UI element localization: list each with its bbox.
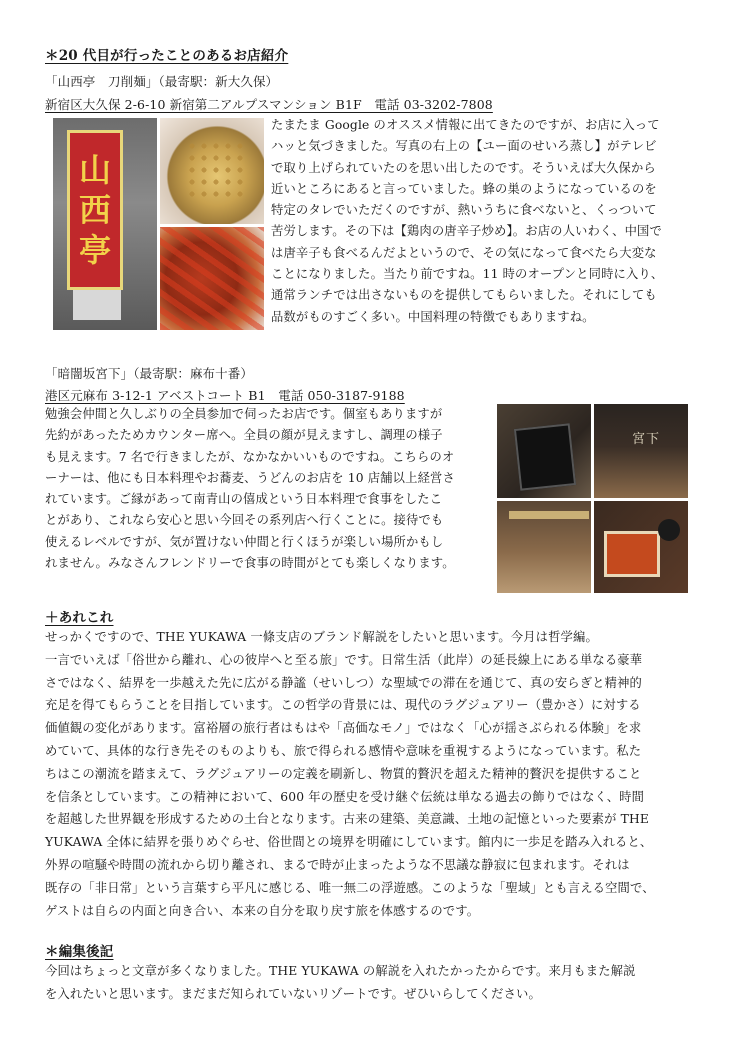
text-line: ことになりました。当たり前ですね。11 時のオープンと同時に入り、 [271, 267, 664, 282]
text-line: れています。ご縁があって南青山の僖成という日本料理で食事をしたこ [45, 492, 443, 507]
signboard [67, 130, 123, 290]
text-line: は唐辛子も食べるんだよというので、その気になって食べたら大変な [271, 245, 657, 260]
text-line: を入れたいと思います。まだまだ知られていないリゾートです。ぜひいらしてください。 [45, 986, 541, 1001]
text-line: 外界の喧騒や時間の流れから切り離され、まるで時が止まったような不思議な静寂に包まれます。それは [45, 857, 630, 872]
restaurant-2-address: 港区元麻布 3-12-1 アベストコート B1 電話 050-3187-9188 [45, 388, 405, 403]
text-line: で取り上げられていたのを思い出したのです。そういえば大久保から [271, 160, 656, 175]
bento-box [604, 531, 660, 577]
entrance-sign-photo [497, 404, 591, 498]
text-line: さではなく、結界を一歩越えた先に広がる静謐（せいしつ）な聖域での滞在を通じて、真の安らぎと精神的 [45, 675, 642, 690]
text-line: 今回はちょっと文章が多くなりました。THE YUKAWA の解説を入れたかったからです。来月もまた解説 [45, 964, 636, 978]
text-line: 勉強会仲間と久しぶりの全員参加で伺ったお店です。個室もありますが [45, 407, 443, 421]
sign-char-2: 西 [78, 191, 111, 229]
soup-bowl [658, 519, 680, 541]
text-line: 先約があったためカウンター席へ。全員の顔が見えますし、調理の様子 [45, 428, 443, 443]
text-line: も見えます。7 名で行きましたが、なかなかいいものですね。こちらのオ [45, 449, 455, 464]
storefront-photo [594, 404, 688, 498]
counter-light [509, 511, 589, 519]
text-line: を超越した世界観を形成するための土台となります。古来の建築、美意識、土地の記憶といった要素が THE [45, 812, 649, 827]
text-line: 充足を得てもらうことを目指しています。この哲学の背景には、現代のラグジュアリー（豊かさ）に対する [45, 698, 641, 713]
text-line: 一言でいえば「俗世から離れ、心の彼岸へと至る旅」です。日常生活（此岸）の延長線上にある単なる豪華 [45, 652, 643, 667]
bento-box-photo [594, 501, 688, 593]
text-line: ゲストは自らの内面と向き合い、本来の自分を取り戻す旅を体感するのです。 [45, 903, 480, 918]
editors-note-text [45, 960, 697, 1006]
text-line: ーナーは、他にも日本料理やお蕎麦、うどんのお店を 10 店舗以上経営さ [45, 470, 455, 485]
text-line: せっかくですので、THE YUKAWA 一條支店のブランド解説をしたいと思います。今月は哲学編。 [45, 630, 598, 644]
honeycomb-pattern [186, 140, 246, 200]
restaurant-1-address: 新宿区大久保 2-6-10 新宿第二アルプスマンション B1F 電話 03-3202-7808 [45, 97, 493, 112]
text-line: 特定のタレでいただくのですが、熱いうちに食べないと、くっついて [271, 203, 657, 218]
section-heading-restaurants: ＊20 代目が行ったことのあるお店紹介 [45, 48, 289, 64]
text-line: 近いところにあると言っていました。蜂の巣のようになっているのを [271, 181, 657, 196]
text-line: めていて、具体的な行き先そのものよりも、旅で得られる感情や意味を重視するようになっています。私た [45, 743, 642, 758]
text-line: 既存の「非日常」という言葉すら平凡に感じる、唯一無二の浮遊感。このような「聖域」とも言える空間で、 [45, 880, 655, 895]
text-line: YUKAWA 全体に結界を張りめぐらせ、俗世間との境界を明確にしています。館内に一歩足を踏み入れると、 [45, 835, 653, 850]
shop-sign-label: 宮下 [632, 432, 661, 447]
section-heading-misc: ＋あれこれ [45, 610, 114, 626]
text-line: 品数がものすごく多い。中国料理の特徴でもありますね。 [271, 309, 595, 324]
text-line: ハッと気づきました。写真の右上の【ユー面のせいろ蒸し】がテレビ [271, 139, 657, 154]
menu-board [514, 423, 576, 491]
text-line: 価値観の変化があります。富裕層の旅行者はもはや「高価なモノ」ではなく「心が揺さぶられる体験」を求 [45, 721, 642, 736]
text-line: たまたま Google のオススメ情報に出てきたのですが、お店に入って [271, 118, 660, 132]
sign-char-1: 山 [78, 151, 111, 189]
text-line: れません。みなさんフレンドリーで食事の時間がとても楽しくなります。 [45, 556, 455, 571]
text-line: 使えるレベルですが、気が置けない仲間と行くほうが楽しい場所かもし [45, 534, 444, 549]
text-line: 苦労します。その下は【鶏肉の唐辛子炒め】。お店の人いわく、中国で [271, 224, 662, 239]
text-line: ちはこの潮流を踏まえて、ラグジュアリーの定義を刷新し、物質的贅沢を超えた精神的贅沢を提供すること [45, 766, 642, 781]
restaurant-2-description [45, 404, 489, 574]
counter-seat-photo [497, 501, 591, 593]
brand-philosophy-text [45, 626, 697, 922]
steamed-noodle-photo [160, 118, 264, 224]
restaurant-2-name: 「暗闇坂宮下」（最寄駅：麻布十番） [45, 366, 253, 381]
text-line: 通常ランチでは出さないものを提供してもらいました。それにしても [271, 288, 657, 303]
text-line: とがあり、これなら安心と思い今回その系列店へ行くことに。接待でも [45, 513, 444, 528]
section-heading-editors-note: ＊編集後記 [45, 944, 114, 960]
restaurant-1-description [271, 115, 697, 328]
chili-chicken-photo [160, 227, 264, 330]
sign-char-3: 亭 [78, 231, 111, 269]
restaurant-1-signboard-photo [53, 118, 157, 330]
text-line: を信条としています。この精神において、600 年の歴史を受け継ぐ伝統は単なる過去の飾りではなく、時間 [45, 789, 645, 804]
restaurant-1-name: 「山西亭 刀削麺」（最寄駅：新大久保） [45, 74, 279, 89]
sign-stand [73, 290, 121, 320]
